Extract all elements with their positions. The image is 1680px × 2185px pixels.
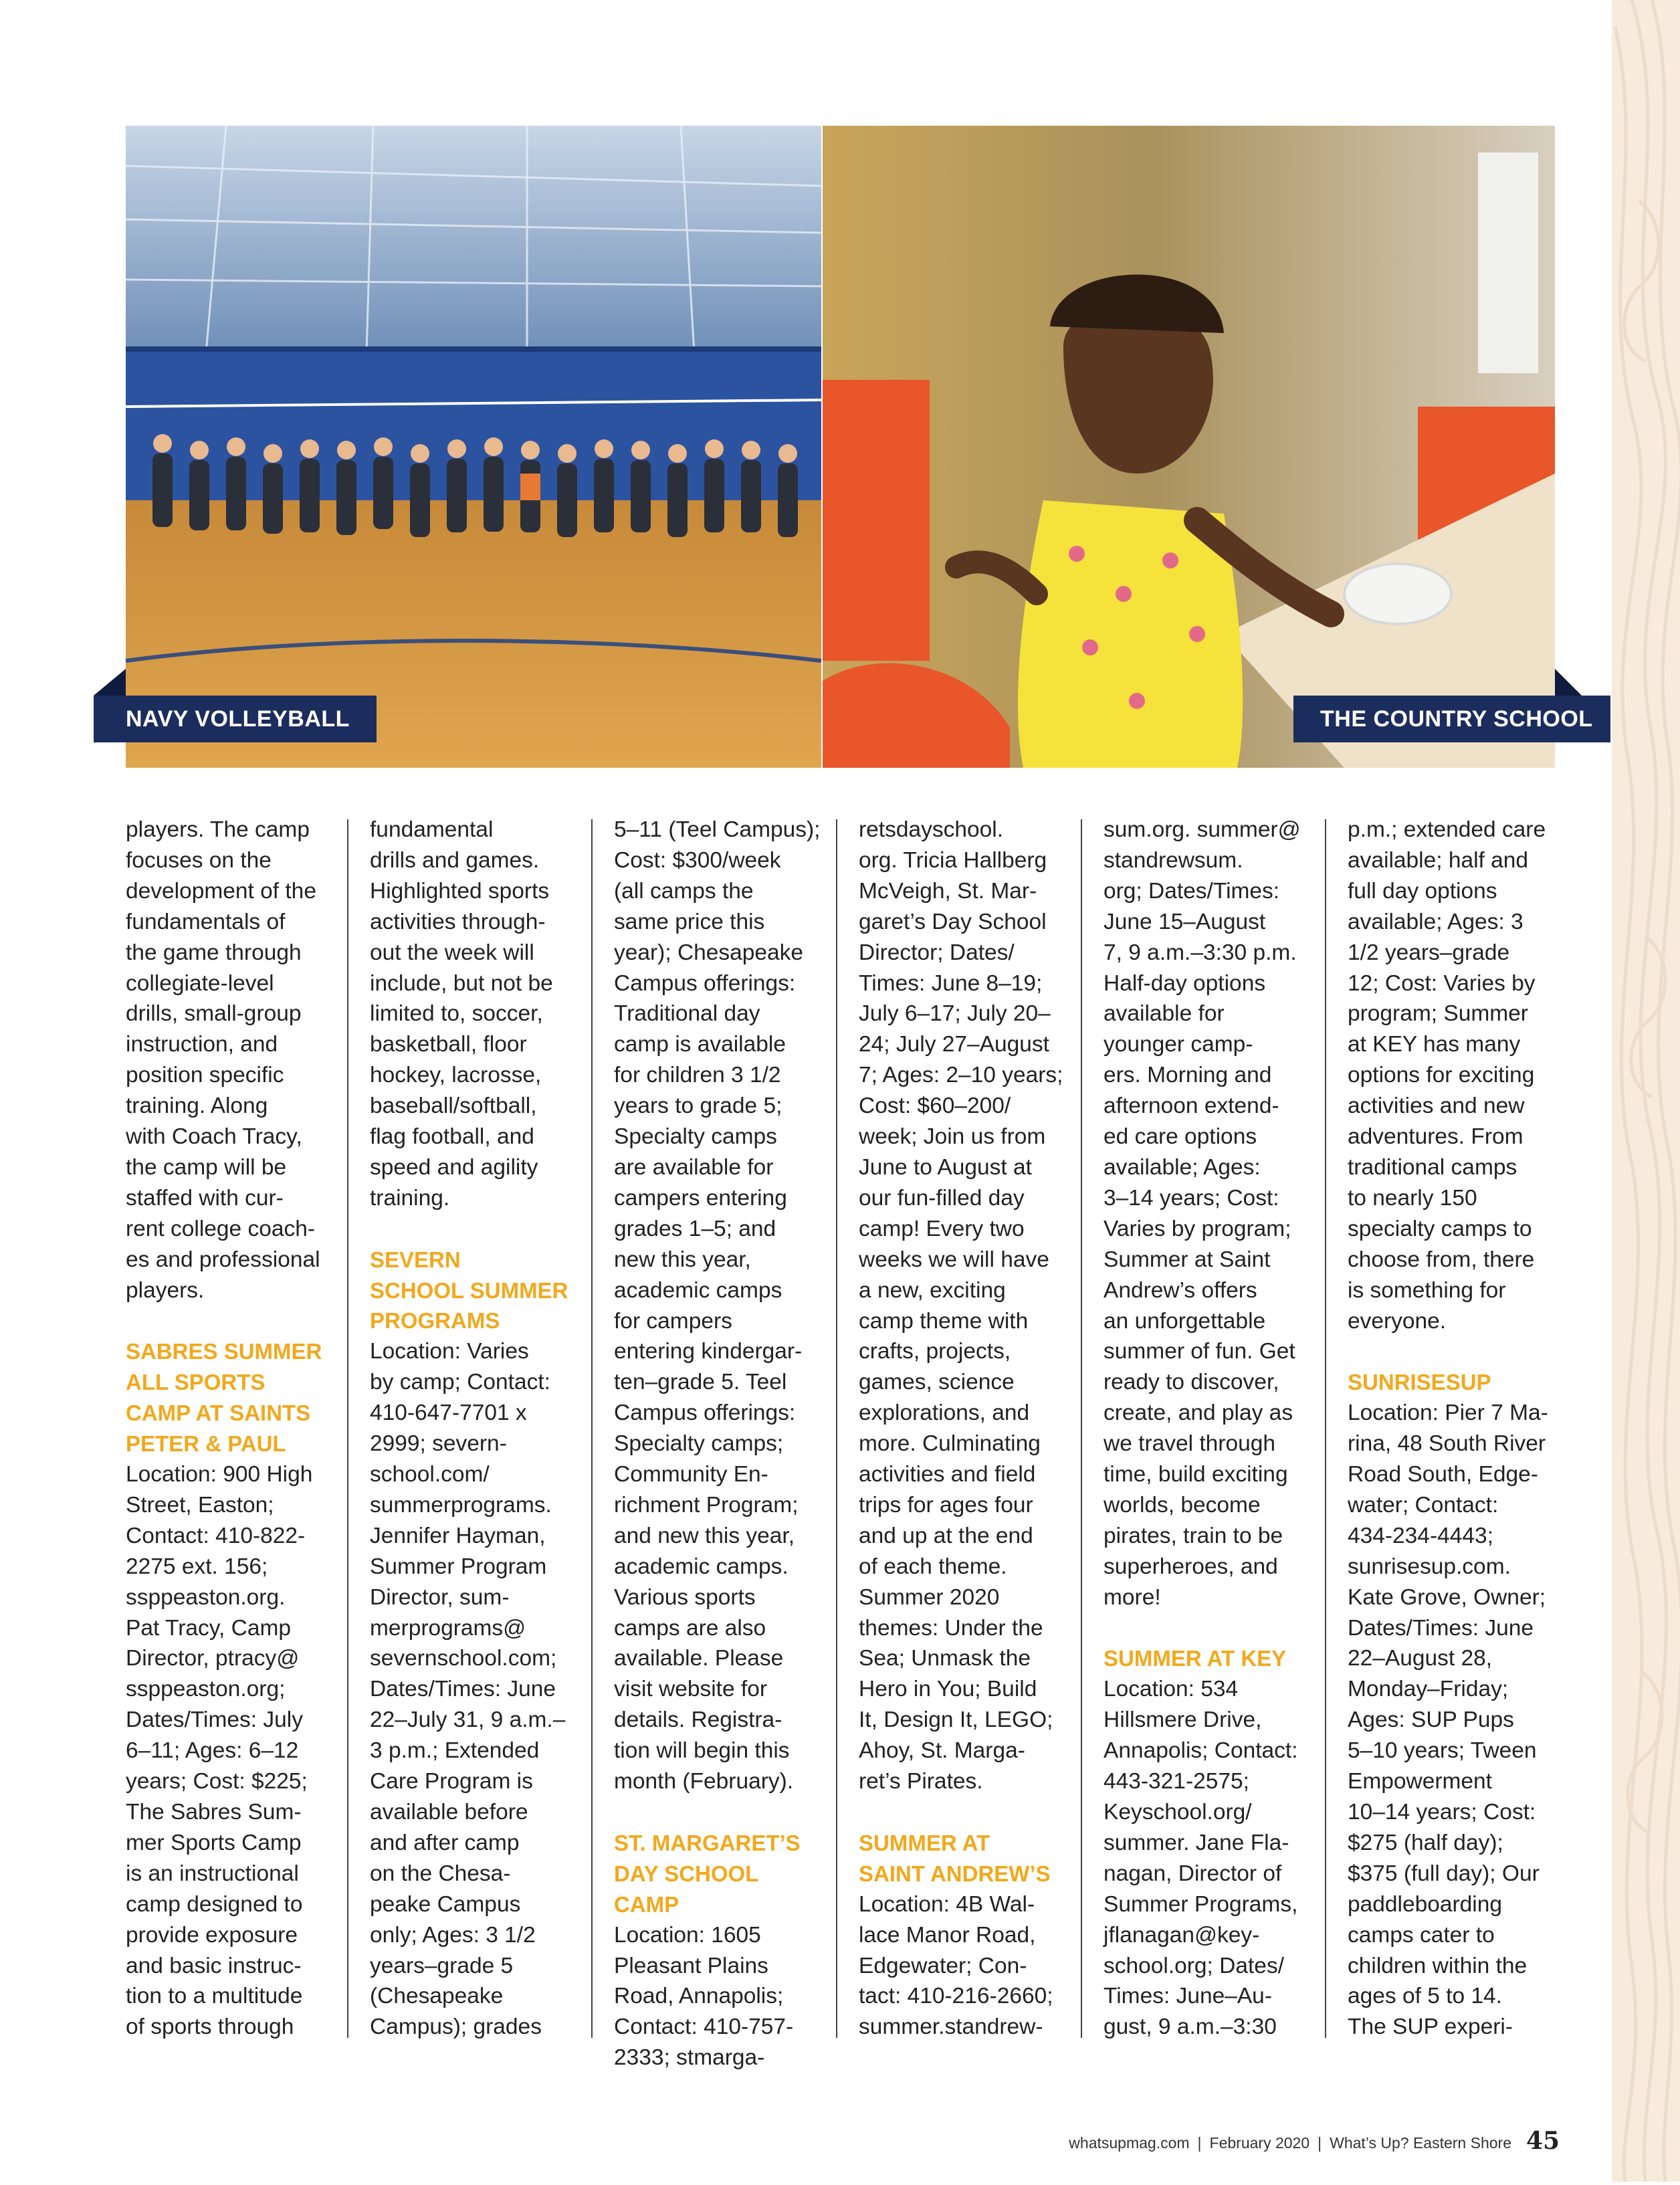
text-line: grades 1–5; and (614, 1216, 776, 1241)
text-column-6 (1348, 815, 1560, 2039)
text-line: Times: June–Au- (1104, 1984, 1272, 2009)
volleyball-gym-illustration (126, 126, 821, 768)
text-line: Empowerment (1348, 1769, 1492, 1794)
text-line: games, science (859, 1370, 1015, 1395)
text-line: 10–14 years; Cost: (1348, 1799, 1536, 1825)
text-line: retsdayschool. (859, 817, 1003, 842)
text-line: Sea; Unmask the (859, 1646, 1031, 1671)
heading-line: SEVERN (370, 1247, 461, 1272)
body-paragraph (370, 815, 583, 1214)
text-line: $375 (full day); Our (1348, 1861, 1540, 1886)
text-line: fundamental (370, 817, 494, 842)
text-line: 24; July 27–August (859, 1032, 1049, 1057)
text-line: new this year, (614, 1247, 751, 1272)
text-column-5 (1104, 815, 1316, 2039)
paragraph-gap (126, 1306, 338, 1337)
text-line: Various sports (614, 1584, 756, 1610)
text-line: 5–11 (Teel Campus); (614, 817, 821, 842)
text-line: Ages: SUP Pups (1348, 1707, 1514, 1733)
text-line: ret’s Pirates. (859, 1769, 983, 1794)
text-line: summer of fun. Get (1104, 1339, 1295, 1364)
text-line: entering kindergar- (614, 1339, 803, 1364)
text-line: pirates, train to be (1104, 1523, 1283, 1548)
text-line: Summer 2020 (859, 1584, 1000, 1610)
text-line: lace Manor Road, (859, 1922, 1036, 1948)
volleyball-photo (126, 126, 821, 768)
camp-heading (370, 1245, 583, 1337)
text-line: camp is available (614, 1032, 786, 1057)
text-line: worlds, become (1104, 1492, 1261, 1518)
body-paragraph (859, 1889, 1071, 2043)
text-line: summer. Jane Fla- (1104, 1830, 1289, 1855)
text-line: program; Summer (1348, 1001, 1528, 1027)
text-line: flag football, and (370, 1124, 534, 1150)
text-line: Dates/Times: June (370, 1677, 556, 1702)
text-line: our fun-filled day (859, 1185, 1025, 1211)
page-footer (936, 2134, 1511, 2152)
text-line: traditional camps (1348, 1154, 1517, 1180)
text-line: of each theme. (859, 1554, 1007, 1579)
text-line: training. (370, 1185, 450, 1211)
text-line: Highlighted sports (370, 878, 550, 904)
text-line: Specialty camps (614, 1124, 777, 1150)
text-line: tact: 410-216-2660; (859, 1984, 1053, 2009)
text-line: Monday–Friday; (1348, 1677, 1509, 1702)
text-line: 22–August 28, (1348, 1646, 1493, 1671)
heading-line: ST. MARGARET’S (614, 1830, 801, 1855)
text-line: Summer at Saint (1104, 1247, 1271, 1272)
column-divider (347, 819, 348, 2038)
text-line: The SUP experi- (1348, 2014, 1513, 2040)
text-line: campers entering (614, 1185, 787, 1211)
text-line: the camp will be (126, 1154, 287, 1180)
text-line: 22–July 31, 9 a.m.– (370, 1707, 566, 1733)
text-line: June to August at (859, 1154, 1032, 1180)
text-line: speed and agility (370, 1154, 538, 1180)
heading-line: PETER & PAUL (126, 1431, 286, 1457)
text-line: 410-647-7701 x (370, 1400, 527, 1426)
text-line: create, and play as (1104, 1400, 1293, 1426)
text-line: drills, small-group (126, 1001, 302, 1027)
text-line: players. The camp (126, 817, 310, 842)
caption-fold-right (1555, 669, 1582, 696)
text-line: and up at the end (859, 1523, 1033, 1548)
text-line: standrewsum. (1104, 847, 1243, 873)
body-paragraph (1348, 1398, 1560, 2043)
text-line: years–grade 5 (370, 1953, 514, 1978)
paragraph-gap (614, 1797, 827, 1828)
text-line: camps are also (614, 1615, 766, 1641)
text-line: 2333; stmarga- (614, 2045, 765, 2071)
topographic-pattern (1612, 0, 1680, 2182)
text-line: drills and games. (370, 847, 540, 873)
text-line: adventures. From (1348, 1124, 1524, 1150)
text-line: org; Dates/Times: (1104, 878, 1280, 904)
text-line: Jennifer Hayman, (370, 1523, 546, 1548)
text-line: Cost: $300/week (614, 847, 781, 873)
text-line: org. Tricia Hallberg (859, 847, 1047, 873)
text-line: Traditional day (614, 1001, 760, 1027)
text-line: Road South, Edge- (1348, 1462, 1538, 1487)
paragraph-gap (1104, 1613, 1316, 1644)
camp-heading (614, 1828, 827, 1920)
text-line: gust, 9 a.m.–3:30 (1104, 2014, 1277, 2040)
text-line: available; Ages: (1104, 1154, 1261, 1180)
text-line: Dates/Times: July (126, 1707, 303, 1733)
column-divider (1081, 819, 1082, 2038)
text-line: is something for (1348, 1277, 1506, 1303)
child-craft-illustration (823, 126, 1555, 768)
text-line: more. Culminating (859, 1431, 1041, 1457)
text-line: basketball, floor (370, 1032, 527, 1057)
text-line: collegiate-level (126, 970, 274, 996)
text-line: players. (126, 1277, 205, 1303)
text-line: Location: Pier 7 Ma- (1348, 1400, 1548, 1426)
text-line: explorations, and (859, 1400, 1030, 1426)
text-line: 6–11; Ages: 6–12 (126, 1738, 299, 1764)
text-line: Hillsmere Drive, (1104, 1707, 1262, 1733)
text-line: Campus offerings: (614, 1400, 796, 1426)
text-line: and new this year, (614, 1523, 795, 1548)
body-paragraph (614, 1920, 827, 2074)
text-line: Location: 1605 (614, 1922, 761, 1948)
text-line: McVeigh, St. Mar- (859, 878, 1037, 904)
heading-line: ALL SPORTS (126, 1370, 266, 1395)
text-line: development of the (126, 878, 316, 904)
text-line: include, but not be (370, 970, 553, 996)
text-line: Hero in You; Build (859, 1677, 1037, 1702)
text-line: and after camp (370, 1830, 520, 1855)
text-line: details. Registra- (614, 1707, 782, 1733)
text-line: hockey, lacrosse, (370, 1063, 542, 1088)
text-line: the game through (126, 940, 302, 965)
text-line: 7; Ages: 2–10 years; (859, 1063, 1063, 1088)
text-line: school.com/ (370, 1462, 490, 1487)
text-line: with Coach Tracy, (126, 1124, 302, 1150)
text-line: academic camps. (614, 1554, 789, 1579)
text-line: weeks we will have (859, 1247, 1049, 1272)
text-column-4 (859, 815, 1071, 2039)
text-line: Community En- (614, 1462, 768, 1487)
text-line: available before (370, 1799, 528, 1825)
text-line: week; Join us from (859, 1124, 1046, 1150)
text-line: instruction, and (126, 1032, 278, 1057)
text-line: 7, 9 a.m.–3:30 p.m. (1104, 940, 1297, 965)
text-line: Varies by program; (1104, 1216, 1291, 1241)
text-line: Location: Varies (370, 1339, 529, 1364)
text-line: Director, sum- (370, 1584, 510, 1610)
text-line: years; Cost: $225; (126, 1769, 308, 1794)
text-line: Summer Program (370, 1554, 547, 1579)
text-column-3 (614, 815, 827, 2071)
text-line: Annapolis; Contact: (1104, 1738, 1298, 1764)
text-line: of sports through (126, 2014, 294, 2040)
text-line: paddleboarding (1348, 1891, 1502, 1917)
text-line: richment Program; (614, 1492, 799, 1518)
text-line: themes: Under the (859, 1615, 1043, 1641)
text-line: rent college coach- (126, 1216, 316, 1241)
country-school-photo (823, 126, 1555, 768)
text-line: available. Please (614, 1646, 784, 1671)
text-line: peake Campus (370, 1891, 521, 1917)
text-line: Keyschool.org/ (1104, 1799, 1252, 1825)
text-line: Road, Annapolis; (614, 1984, 784, 2009)
text-line: we travel through (1104, 1431, 1275, 1457)
caption-fold-left (94, 669, 126, 696)
text-line: 434-234-4443; (1348, 1523, 1493, 1548)
text-line: choose from, there (1348, 1247, 1535, 1272)
text-line: sum.org. summer@ (1104, 817, 1301, 842)
text-line: younger camp- (1104, 1032, 1253, 1057)
heading-line: SABRES SUMMER (126, 1339, 322, 1364)
text-line: Director, ptracy@ (126, 1646, 300, 1671)
text-line: Location: 900 High (126, 1462, 313, 1487)
text-line: ages of 5 to 14. (1348, 1984, 1502, 2009)
text-line: Street, Easton; (126, 1492, 274, 1518)
heading-line: PROGRAMS (370, 1308, 500, 1334)
text-line: camp theme with (859, 1308, 1029, 1334)
text-line: Edgewater; Con- (859, 1953, 1027, 1978)
page-number: 45 (1526, 2127, 1560, 2155)
heading-line: SUMMER AT KEY (1104, 1646, 1287, 1671)
text-line: Times: June 8–19; (859, 970, 1043, 996)
text-line: camp designed to (126, 1891, 303, 1917)
text-line: everyone. (1348, 1308, 1447, 1334)
text-line: staffed with cur- (126, 1185, 284, 1211)
text-line: merprograms@ (370, 1615, 526, 1641)
camp-heading (126, 1336, 338, 1459)
text-line: for children 3 1/2 (614, 1063, 781, 1088)
text-line: Pleasant Plains (614, 1953, 768, 1978)
text-line: for campers (614, 1308, 732, 1334)
text-column-1 (126, 815, 338, 2039)
text-line: Director; Dates/ (859, 940, 1015, 965)
footer-publication: What’s Up? Eastern Shore (1330, 2134, 1511, 2152)
body-paragraph (126, 1459, 338, 2043)
text-line: Care Program is (370, 1769, 533, 1794)
text-line: years to grade 5; (614, 1094, 782, 1119)
text-line: and basic instruc- (126, 1953, 302, 1978)
text-line: year); Chesapeake (614, 940, 804, 965)
text-line: tion will begin this (614, 1738, 790, 1764)
text-line: camps cater to (1348, 1922, 1495, 1948)
column-divider (591, 819, 593, 2038)
text-line: tion to a multitude (126, 1984, 303, 2009)
text-line: full day options (1348, 878, 1497, 904)
paragraph-gap (370, 1214, 583, 1245)
paragraph-gap (859, 1797, 1071, 1828)
camp-heading (1104, 1643, 1316, 1674)
text-line: 3–14 years; Cost: (1104, 1185, 1279, 1211)
text-line: ers. Morning and (1104, 1063, 1272, 1088)
text-line: baseball/softball, (370, 1094, 537, 1119)
text-line: July 6–17; July 20– (859, 1001, 1051, 1027)
text-line: Cost: $60–200/ (859, 1094, 1011, 1119)
text-line: by camp; Contact: (370, 1370, 550, 1395)
text-line: activities and field (859, 1462, 1036, 1487)
text-line: Summer Programs, (1104, 1891, 1298, 1917)
text-line: summerprograms. (370, 1492, 552, 1518)
text-line: 2999; severn- (370, 1431, 507, 1457)
text-line: $275 (half day); (1348, 1830, 1503, 1855)
text-line: (all camps the (614, 878, 754, 904)
text-line: ten–grade 5. Teel (614, 1370, 787, 1395)
text-line: ready to discover, (1104, 1370, 1279, 1395)
body-paragraph (370, 1336, 583, 2043)
text-line: mer Sports Camp (126, 1830, 302, 1855)
text-line: afternoon extend- (1104, 1094, 1279, 1119)
text-line: 12; Cost: Varies by (1348, 970, 1536, 996)
text-line: rina, 48 South River (1348, 1431, 1546, 1457)
text-line: available; Ages: 3 (1348, 909, 1524, 934)
text-line: limited to, soccer, (370, 1001, 543, 1027)
text-column-2 (370, 815, 583, 2039)
text-line: garet’s Day School (859, 909, 1047, 934)
text-line: 5–10 years; Tween (1348, 1738, 1537, 1764)
text-line: are available for (614, 1154, 774, 1180)
text-line: an unforgettable (1104, 1308, 1266, 1334)
text-line: June 15–August (1104, 909, 1266, 934)
text-line: summer.standrew- (859, 2014, 1043, 2040)
text-line: out the week will (370, 940, 534, 965)
text-line: 2275 ext. 156; (126, 1554, 268, 1579)
text-line: trips for ages four (859, 1492, 1033, 1518)
text-line: Specialty camps; (614, 1431, 784, 1457)
text-line: school.org; Dates/ (1104, 1953, 1284, 1978)
text-line: Contact: 410-822- (126, 1523, 306, 1548)
photo-caption-navy-volleyball: NAVY VOLLEYBALL (94, 696, 377, 742)
text-line: 443-321-2575; (1104, 1769, 1249, 1794)
body-paragraph (1104, 1674, 1316, 2043)
text-line: focuses on the (126, 847, 272, 873)
text-line: Pat Tracy, Camp (126, 1615, 291, 1641)
text-line: month (February). (614, 1769, 794, 1794)
text-line: The Sabres Sum- (126, 1799, 302, 1825)
text-line: ssppeaston.org. (126, 1584, 286, 1610)
heading-line: DAY SCHOOL CAMP (614, 1861, 758, 1917)
text-line: activities and new (1348, 1094, 1525, 1119)
text-line: academic camps (614, 1277, 782, 1303)
heading-line: SAINT ANDREW’S (859, 1861, 1051, 1886)
column-divider (836, 819, 837, 2038)
text-line: nagan, Director of (1104, 1861, 1282, 1886)
text-line: 3 p.m.; Extended (370, 1738, 540, 1764)
text-line: crafts, projects, (859, 1339, 1011, 1364)
body-paragraph (859, 815, 1071, 1797)
text-line: Contact: 410-757- (614, 2014, 794, 2040)
text-line: at KEY has many (1348, 1032, 1521, 1057)
heading-line: SCHOOL SUMMER (370, 1277, 568, 1303)
text-line: same price this (614, 909, 765, 934)
footer-separator: | (1197, 2134, 1202, 2152)
body-paragraph (1348, 815, 1560, 1336)
text-line: visit website for (614, 1677, 767, 1702)
text-line: children within the (1348, 1953, 1528, 1978)
paragraph-gap (1348, 1336, 1560, 1367)
text-line: 1/2 years–grade (1348, 940, 1510, 965)
camp-heading (1348, 1367, 1560, 1398)
text-line: training. Along (126, 1094, 268, 1119)
column-divider (1325, 819, 1326, 2038)
text-line: superheroes, and (1104, 1554, 1278, 1579)
text-line: Kate Grove, Owner; (1348, 1584, 1546, 1610)
heading-line: SUMMER AT (859, 1830, 990, 1855)
heading-line: SUNRISESUP (1348, 1370, 1491, 1395)
text-line: to nearly 150 (1348, 1185, 1477, 1211)
text-line: water; Contact: (1348, 1492, 1499, 1518)
text-line: Andrew’s offers (1104, 1277, 1257, 1303)
decorative-side-band (1612, 0, 1680, 2182)
text-line: more! (1104, 1584, 1161, 1610)
text-line: Location: 534 (1104, 1677, 1239, 1702)
footer-separator: | (1318, 2134, 1322, 2152)
text-line: only; Ages: 3 1/2 (370, 1922, 536, 1948)
text-line: on the Chesa- (370, 1861, 511, 1886)
text-line: (Chesapeake (370, 1984, 504, 2009)
camp-heading (859, 1828, 1071, 1889)
text-line: ssppeaston.org; (126, 1677, 286, 1702)
text-line: available; half and (1348, 847, 1529, 873)
heading-line: CAMP AT SAINTS (126, 1400, 311, 1426)
text-line: jflanagan@key- (1104, 1922, 1260, 1948)
text-line: time, build exciting (1104, 1462, 1288, 1487)
footer-issue: February 2020 (1209, 2134, 1310, 2152)
text-line: options for exciting (1348, 1063, 1535, 1088)
text-line: It, Design It, LEGO; (859, 1707, 1053, 1733)
text-line: severnschool.com; (370, 1646, 557, 1671)
body-paragraph (614, 815, 827, 1797)
body-paragraph (126, 815, 338, 1306)
text-line: Ahoy, St. Marga- (859, 1738, 1025, 1764)
text-line: sunrisesup.com. (1348, 1554, 1511, 1579)
text-line: Half-day options (1104, 970, 1266, 996)
text-line: activities through- (370, 909, 546, 934)
text-line: Location: 4B Wal- (859, 1891, 1035, 1917)
text-line: p.m.; extended care (1348, 817, 1546, 842)
text-line: Campus); grades (370, 2014, 542, 2040)
text-line: Campus offerings: (614, 970, 796, 996)
text-line: es and professional (126, 1247, 320, 1272)
text-line: provide exposure (126, 1922, 298, 1948)
footer-site: whatsupmag.com (1069, 2134, 1190, 2152)
body-paragraph (1104, 815, 1316, 1613)
text-line: Dates/Times: June (1348, 1615, 1534, 1641)
text-line: is an instructional (126, 1861, 299, 1886)
text-line: position specific (126, 1063, 284, 1088)
text-line: ed care options (1104, 1124, 1257, 1150)
text-line: specialty camps to (1348, 1216, 1532, 1241)
text-line: fundamentals of (126, 909, 286, 934)
text-line: camp! Every two (859, 1216, 1025, 1241)
photo-caption-country-school: THE COUNTRY SCHOOL (1293, 696, 1610, 742)
text-line: available for (1104, 1001, 1225, 1027)
text-line: a new, exciting (859, 1277, 1006, 1303)
